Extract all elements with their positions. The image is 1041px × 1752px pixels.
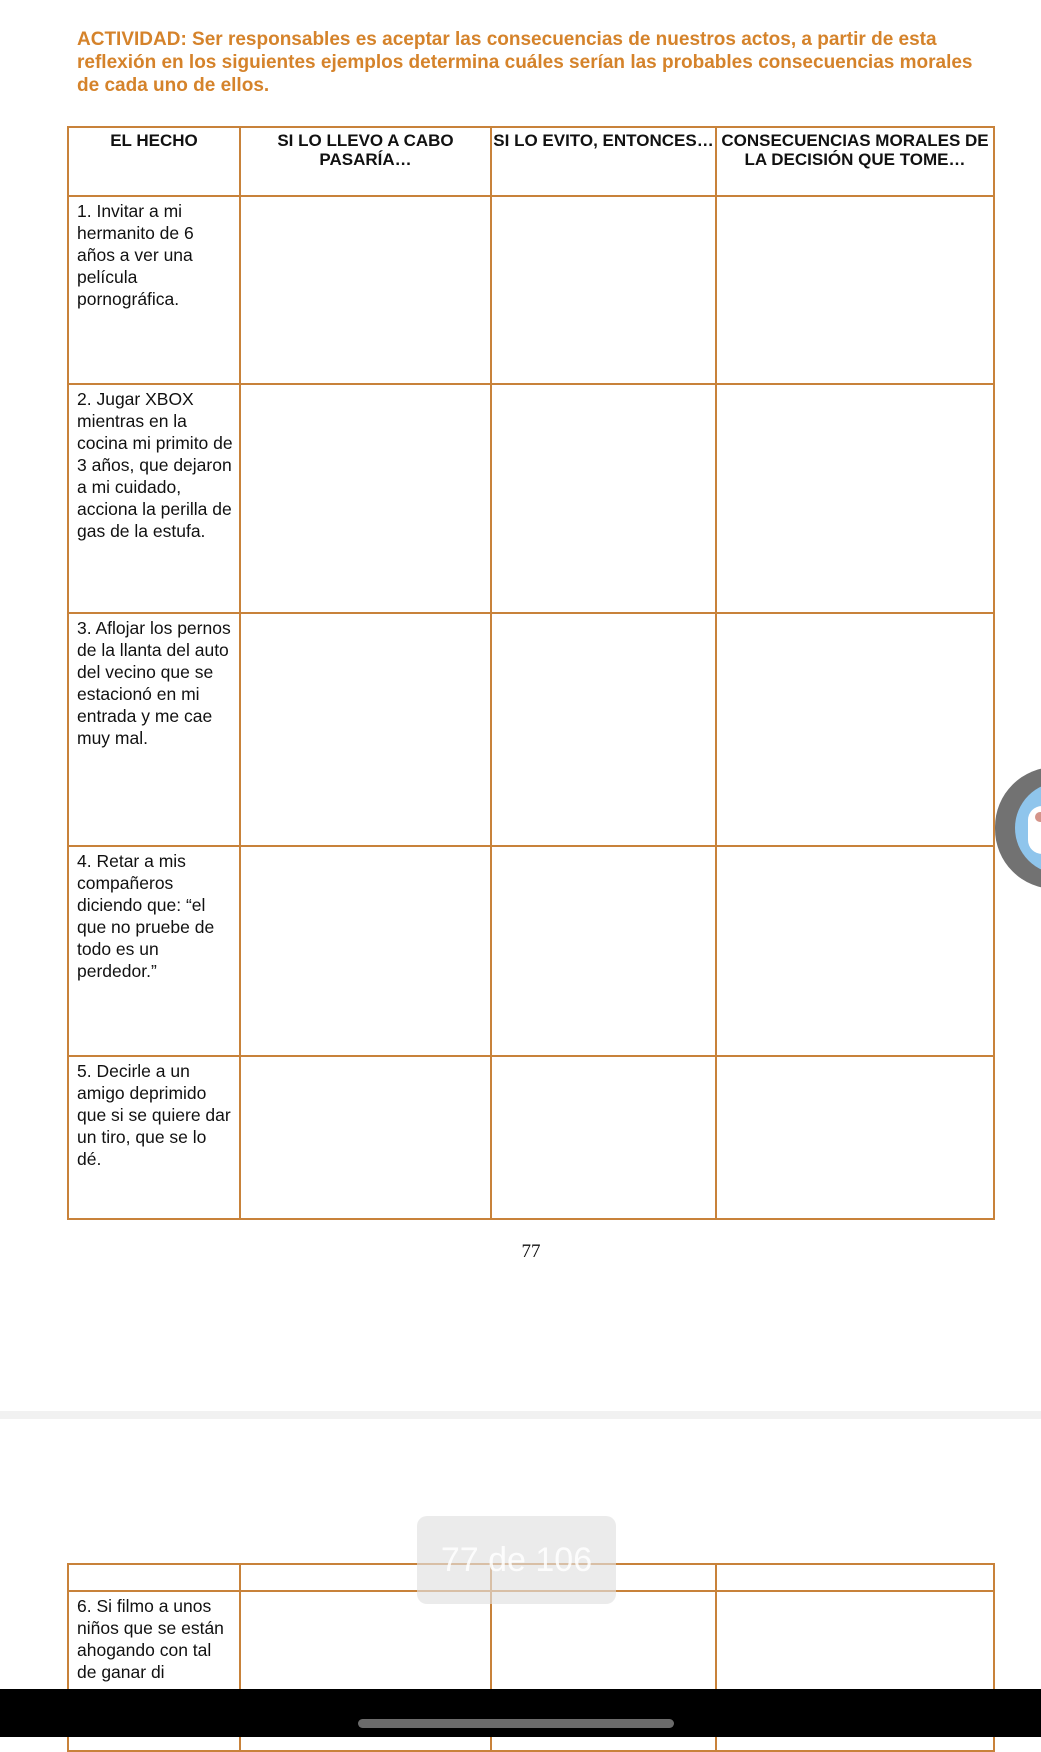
- fact-cell: 2. Jugar XBOX mientras en la cocina mi primito de 3 años, que dejaron a mi cuidado, acciona la perilla de gas de la estufa.: [68, 384, 240, 613]
- home-indicator[interactable]: [358, 1719, 674, 1728]
- table-row: [68, 1056, 994, 1219]
- answer-cell[interactable]: [240, 1056, 491, 1219]
- fact-cell: 4. Retar a mis compañeros diciendo que: “el que no pruebe de todo es un perdedor.”: [68, 846, 240, 1056]
- answer-cell[interactable]: [716, 384, 994, 613]
- table-row: [68, 613, 994, 846]
- table-row: [68, 196, 994, 384]
- avatar-nose-icon: [1035, 812, 1041, 822]
- header-llevo-a-cabo: SI LO LLEVO A CABO PASARÍA…: [240, 127, 491, 196]
- page-indicator: 77 de 106: [417, 1516, 616, 1604]
- activity-table: [67, 126, 995, 1220]
- fact-cell: 6. Si filmo a unos niños que se están ahogando con tal de ganar di: [68, 1591, 240, 1751]
- answer-cell[interactable]: [491, 196, 716, 384]
- answer-cell[interactable]: [716, 1056, 994, 1219]
- header-cell: [68, 1564, 240, 1591]
- fact-cell: 5. Decirle a un amigo deprimido que si se quiere dar un tiro, que se lo dé.: [68, 1056, 240, 1219]
- table-row: [68, 384, 994, 613]
- page-number: 77: [521, 1241, 541, 1262]
- answer-cell[interactable]: [240, 384, 491, 613]
- answer-cell[interactable]: [240, 196, 491, 384]
- fact-cell: 3. Aflojar los pernos de la llanta del auto del vecino que se estacionó en mi entrada y me cae muy mal.: [68, 613, 240, 846]
- answer-cell[interactable]: [716, 846, 994, 1056]
- answer-cell[interactable]: [491, 613, 716, 846]
- header-cell: [716, 1564, 994, 1591]
- floating-assistant-handle[interactable]: [995, 767, 1041, 889]
- answer-cell[interactable]: [716, 613, 994, 846]
- header-consecuencias: CONSECUENCIAS MORALES DE LA DECISIÓN QUE TOME…: [716, 127, 994, 196]
- answer-cell[interactable]: [491, 846, 716, 1056]
- table-row: [68, 846, 994, 1056]
- answer-cell[interactable]: [716, 196, 994, 384]
- system-navigation-bar: [0, 1689, 1041, 1737]
- answer-cell[interactable]: [491, 1056, 716, 1219]
- answer-cell[interactable]: [491, 384, 716, 613]
- fact-cell: 1. Invitar a mi hermanito de 6 años a ver una película pornográfica.: [68, 196, 240, 384]
- activity-instructions: ACTIVIDAD: Ser responsables es aceptar las consecuencias de nuestros actos, a partir de esta reflexión en los siguientes ejemplos determina cuáles serían las probables consecuencias morales de cada uno de ellos.: [77, 29, 973, 96]
- table-header-row: [68, 127, 994, 196]
- header-hecho: EL HECHO: [68, 127, 240, 196]
- answer-cell[interactable]: [240, 613, 491, 846]
- page-separator: [0, 1411, 1041, 1419]
- answer-cell[interactable]: [240, 846, 491, 1056]
- header-lo-evito: SI LO EVITO, ENTONCES…: [491, 127, 716, 196]
